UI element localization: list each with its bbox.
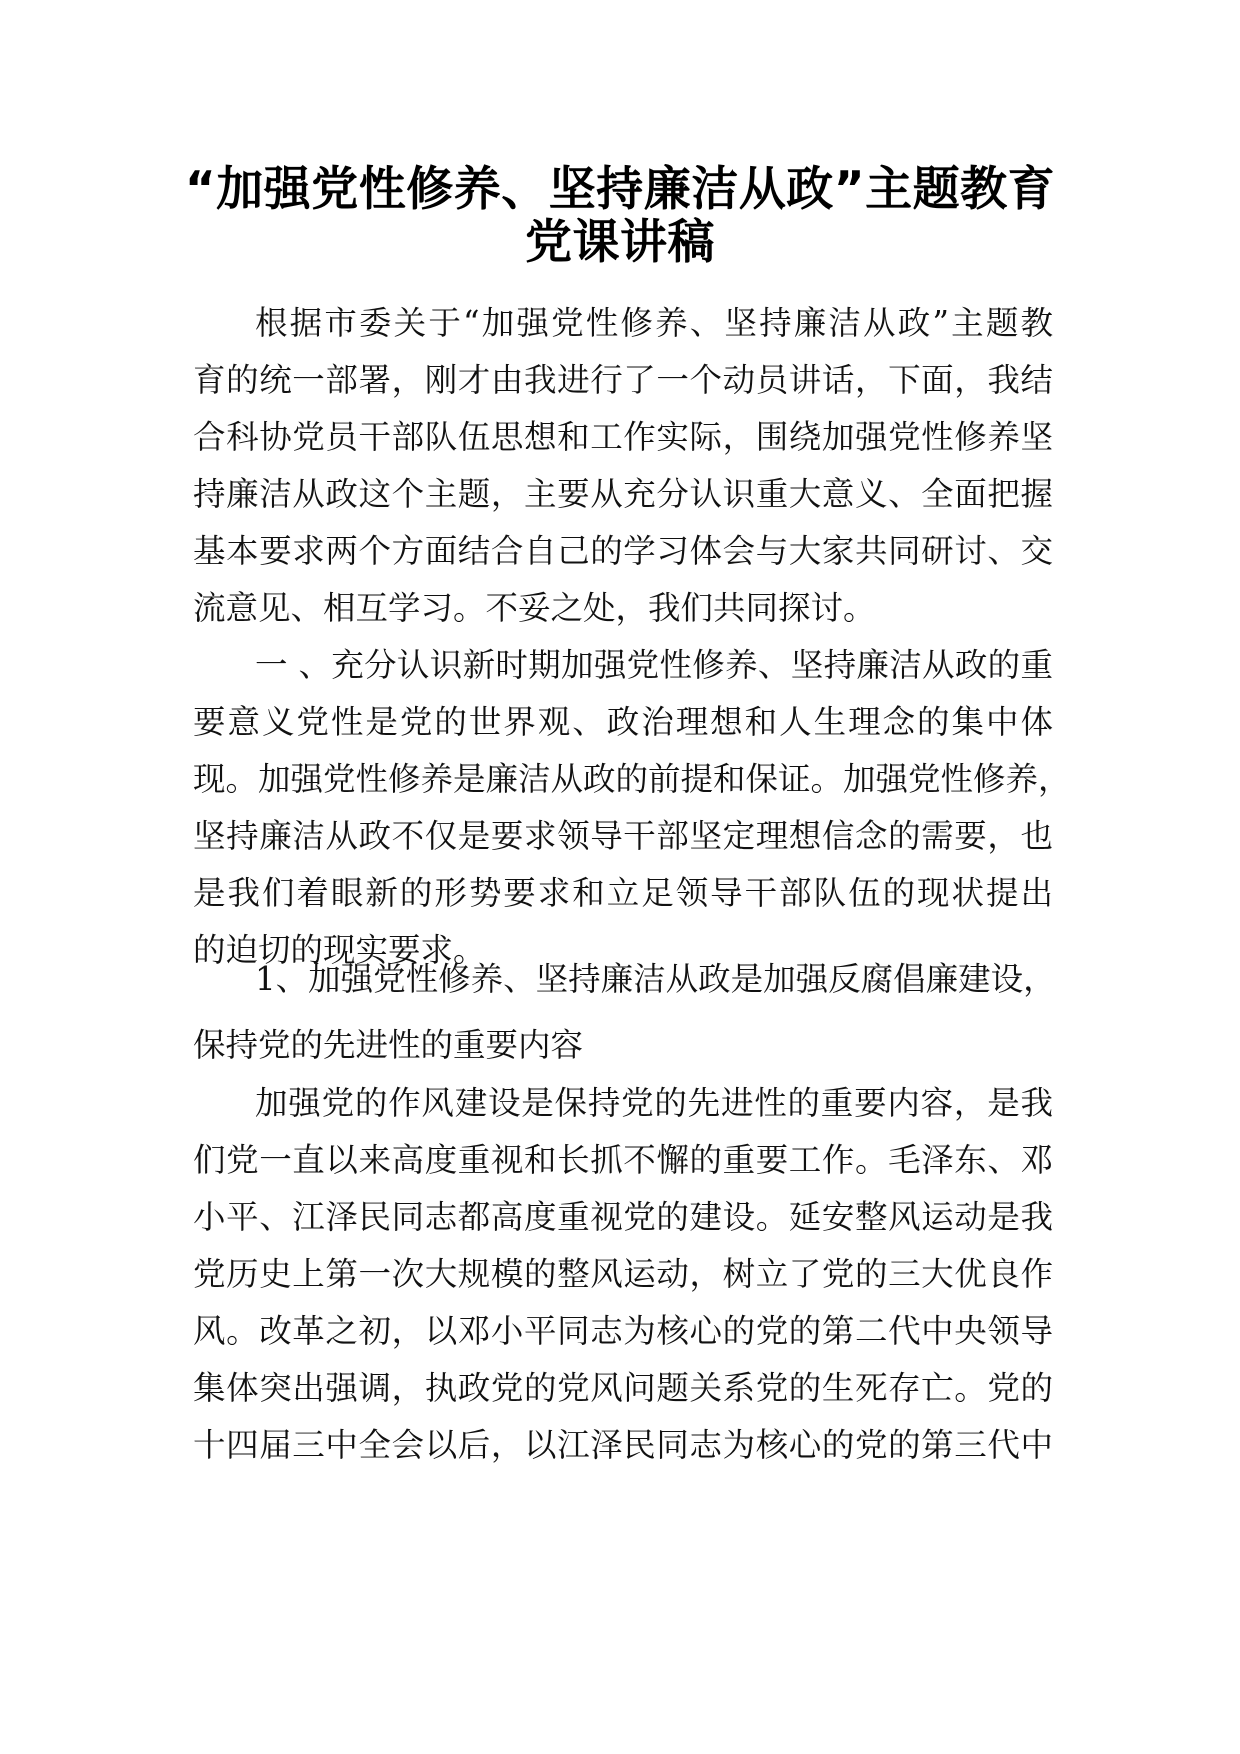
paragraph-line: 集体突出强调，执政党的党风问题关系党的生死存亡。党的 <box>193 1369 1053 1407</box>
paragraph-line: 根据市委关于“加强党性修养、坚持廉洁从政”主题教 <box>255 304 1053 342</box>
paragraph-line: 加强党的作风建设是保持党的先进性的重要内容，是我 <box>255 1084 1053 1122</box>
paragraph-line: 基本要求两个方面结合自己的学习体会与大家共同研讨、交 <box>193 532 1053 570</box>
paragraph-line: 们党一直以来高度重视和长抓不懈的重要工作。毛泽东、邓 <box>193 1141 1053 1179</box>
paragraph-line: 现。加强党性修养是廉洁从政的前提和保证。加强党性修养， <box>193 760 1071 798</box>
subheading-line: 保持党的先进性的重要内容 <box>193 1026 584 1064</box>
paragraph-line: 小平、江泽民同志都高度重视党的建设。延安整风运动是我 <box>193 1198 1053 1236</box>
paragraph-line: 党历史上第一次大规模的整风运动，树立了党的三大优良作 <box>193 1255 1053 1293</box>
paragraph-line: 十四届三中全会以后，以江泽民同志为核心的党的第三代中 <box>193 1426 1053 1464</box>
paragraph-line: 合科协党员干部队伍思想和工作实际，围绕加强党性修养坚 <box>193 418 1053 456</box>
paragraph-line: 风。改革之初，以邓小平同志为核心的党的第二代中央领导 <box>193 1312 1053 1350</box>
paragraph-line: 育的统一部署，刚才由我进行了一个动员讲话，下面，我结 <box>193 361 1053 399</box>
subheading-line: 1、加强党性修养、坚持廉洁从政是加强反腐倡廉建设， <box>255 960 1056 998</box>
paragraph-line: 持廉洁从政这个主题，主要从充分认识重大意义、全面把握 <box>193 475 1053 513</box>
paragraph-line: 要意义党性是党的世界观、政治理想和人生理念的集中体 <box>193 703 1053 741</box>
paragraph-line: 流意见、相互学习。不妥之处，我们共同探讨。 <box>193 589 876 627</box>
paragraph-line: 的迫切的现实要求。 <box>193 931 486 969</box>
document-title-line-2: 党课讲稿 <box>525 215 715 270</box>
paragraph-line: 一 、充分认识新时期加强党性修养、坚持廉洁从政的重 <box>255 646 1053 684</box>
document-title-line-1: “加强党性修养、坚持廉洁从政”主题教育 <box>184 162 1056 217</box>
paragraph-line: 是我们着眼新的形势要求和立足领导干部队伍的现状提出 <box>193 874 1053 912</box>
paragraph-line: 坚持廉洁从政不仅是要求领导干部坚定理想信念的需要，也 <box>193 817 1053 855</box>
